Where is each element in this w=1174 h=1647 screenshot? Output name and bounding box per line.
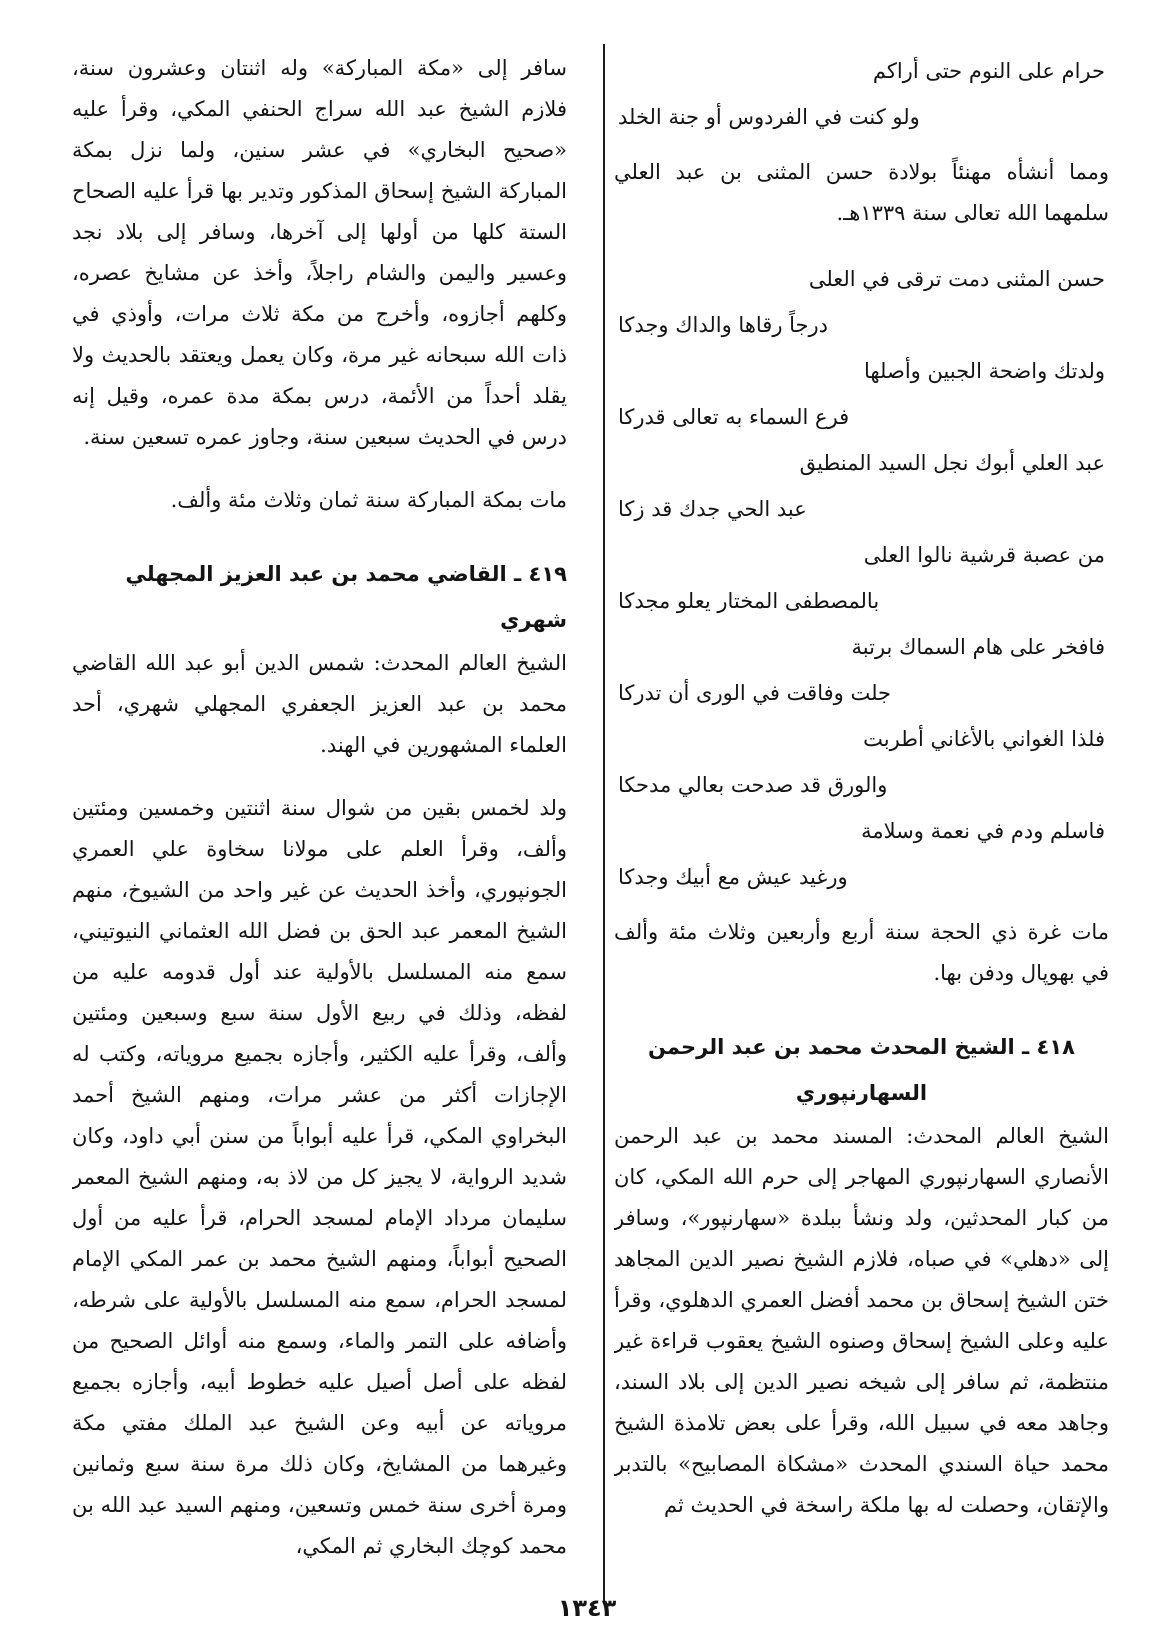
verse-line: درجاً رقاها والداك وجدكا — [618, 313, 829, 337]
left-column — [72, 48, 567, 1584]
verse-line: فافخر على هام السماك برتبة — [851, 635, 1105, 659]
poem-2 — [614, 256, 1109, 900]
verse-line: حسن المثنى دمت ترقى في العلى — [808, 267, 1105, 291]
verse-line: والورق قد صدحت بعالي مدحكا — [618, 773, 888, 797]
entry-418-continued: سافر إلى «مكة المباركة» وله اثنتان وعشرون سنة، فلازم الشيخ عبد الله سراج الحنفي المكي، وقرأ عليه «صحيح البخاري» في عشر سنين، ولما نزل بمكة المباركة الشيخ إسحاق المذكور وتدير بها قرأ عليه الصحاح الستة كلها من أولها إلى آخرها، وسافر إلى بلاد نجد وعسير واليمن والشام راجلاً، وأخذ عن مشايخ عصره، وكلهم أجازوه، وأخرج من مكة ثلاث مرات، وأوذي في ذات الله سبحانه غير مرة، وكان يعمل ويعتقد بالحديث ولا يقلد أحداً من الأئمة، درس بمكة مدة عمره، وقيل إنه درس في الحديث سبعين سنة، وجاوز عمره تسعين سنة. — [72, 56, 567, 449]
entry-419-body: ولد لخمس بقين من شوال سنة اثنتين وخمسين ومئتين وألف، وقرأ العلم على مولانا سخاوة علي العمري الجونپوري، وأخذ الحديث عن غير واحد من الشيوخ، منهم الشيخ المعمر عبد الحق بن فضل الله العثماني النيوتيني، سمع منه المسلسل بالأولية عند أول قدومه عليه من لفظه، وذلك في ربيع الأول سنة سبع وسبعين ومئتين وألف، وقرأ عليه الكثير، وأجازه بجميع مروياته، وكتب له الإجازات أكثر من عشر مرات، ومنهم الشيخ أحمد البخراوي المكي، قرأ عليه أبواباً من سنن أبي داود، وكان شديد الرواية، لا يجيز كل من لاذ به، ومنهم الشيخ المعمر سليمان مرداد الإمام لمسجد الحرام، قرأ عليه من أول الصحيح أبواباً، ومنهم الشيخ محمد بن عمر المكي الإمام لمسجد الحرام، سمع منه المسلسل بالأولية على شرطه، وأضافه على التمر والماء، وسمع منه أوائل الصحيح من لفظه على أصل أصيل عليه خطوط أبيه، وأجازه بجميع مروياته عن أبيه وعن الشيخ عبد الملك مفتي مكة وغيرهما من المشايخ، وكان ذلك مرة سنة سبع وثمانين ومرة أخرى سنة خمس وتسعين، ومنهم السيد عبد الله بن محمد كوچك البخاري ثم المكي، — [72, 796, 567, 1558]
verse-line: ورغيد عيش مع أبيك وجدكا — [618, 865, 848, 889]
entry-418-death: مات بمكة المباركة سنة ثمان وثلاث مئة وألف. — [170, 488, 567, 512]
entry-418-body: الشيخ العالم المحدث: المسند محمد بن عبد الرحمن الأنصاري السهارنپوري المهاجر إلى حرم الله المكي، كان من كبار المحدثين، ولد ونشأ ببلدة «سهارنپور»، وسافر إلى «دهلي» في صباه، فلازم الشيخ نصير الدين المجاهد ختن الشيخ إسحاق بن محمد أفضل العمري الدهلوي، وقرأ عليه وعلى الشيخ إسحاق وصنوه الشيخ يعقوب قراءة غير منتظمة، ثم سافر إلى شيخه نصير الدين إلى بلاد السند، وجاهد معه في سبيل الله، وقرأ على بعض تلامذة الشيخ محمد حياة السندي المحدث «مشكاة المصابيح» بالتدبر والإتقان، وحصلت له بها ملكة راسخة في الحديث ثم — [614, 1124, 1109, 1517]
verse-line: فلذا الغواني بالأغاني أطربت — [863, 727, 1105, 751]
verse-line: من عصبة قرشية نالوا العلى — [863, 543, 1105, 567]
page-number: ١٣٤٣ — [557, 1594, 617, 1622]
verse-line: عبد الحي جدك قد زكا — [618, 497, 807, 521]
verse-line: ولدتك واضحة الجبين وأصلها — [863, 359, 1105, 383]
verse-line: بالمصطفى المختار يعلو مجدكا — [618, 589, 880, 613]
right-column — [614, 48, 1109, 1584]
poem-intro: ومما أنشأه مهنئاً بولادة حسن المثنى بن عبد العلي سلمهما الله تعالى سنة ١٣٣٩هـ. — [614, 160, 1109, 225]
verse-line: عبد العلي أبوك نجل السيد المنطيق — [799, 451, 1105, 475]
poem-1 — [614, 48, 1109, 140]
column-divider — [603, 44, 605, 1604]
verse-line: ولو كنت في الفردوس أو جنة الخلد — [618, 105, 920, 129]
verse-line: فاسلم ودم في نعمة وسلامة — [861, 819, 1105, 843]
entry-heading-419: ٤١٩ ـ القاضي محمد بن عبد العزيز المجهلي شهري — [125, 562, 567, 632]
death-note: مات غرة ذي الحجة سنة أربع وأربعين وثلاث مئة وألف في بهوپال ودفن بها. — [614, 920, 1109, 985]
entry-heading-418: ٤١٨ ـ الشيخ المحدث محمد بن عبد الرحمن — [648, 1035, 1075, 1059]
verse-line: حرام على النوم حتى أراكم — [872, 59, 1105, 83]
verse-line: جلت وفاقت في الورى أن تدركا — [618, 681, 892, 705]
entry-419-intro: الشيخ العالم المحدث: شمس الدين أبو عبد الله القاضي محمد بن عبد العزيز الجعفري المجهلي شهري، أحد العلماء المشهورين في الهند. — [72, 651, 567, 757]
verse-line: فرع السماء به تعالى قدركا — [618, 405, 850, 429]
entry-heading-418-cont: السهارنپوري — [795, 1081, 928, 1105]
